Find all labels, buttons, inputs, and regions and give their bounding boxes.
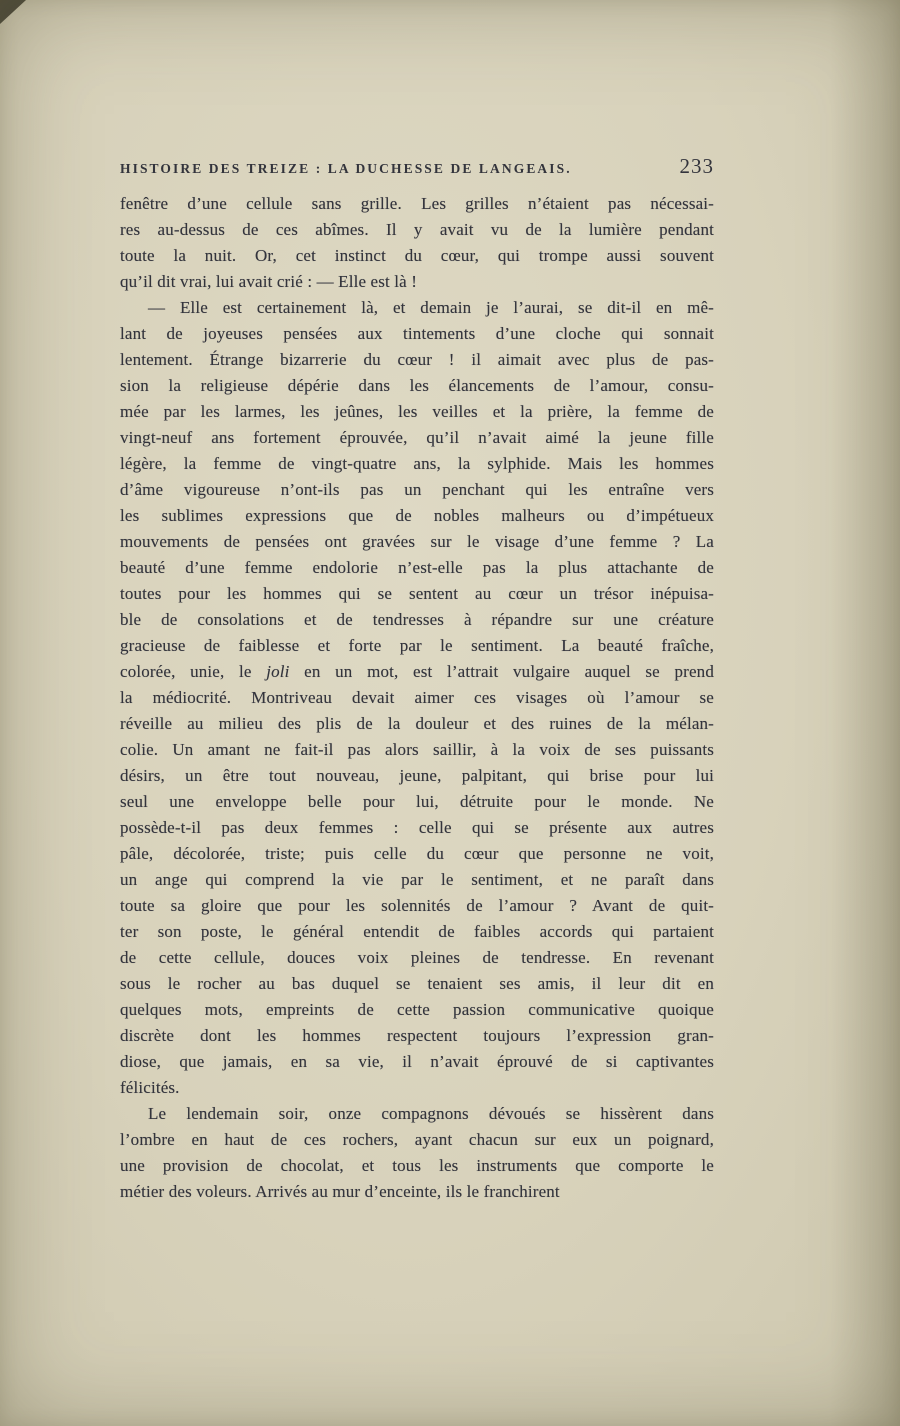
running-header (120, 154, 714, 179)
text-line: métier des voleurs. Arrivés au mur d’enceinte, ils le franchirent (120, 1182, 560, 1201)
text-line: lant de joyeuses pensées aux tintements d’une cloche qui sonnait (120, 324, 714, 343)
text-line: toute sa gloire que pour les solennités de l’amour ? Avant de quit- (120, 896, 714, 915)
text-line: l’ombre en haut de ces rochers, ayant chacun sur eux un poignard, (120, 1130, 714, 1149)
book-page (120, 154, 714, 1205)
text-line: — Elle est certainement là, et demain je l’aurai, se dit-il en mê- (148, 298, 714, 317)
text-line: discrète dont les hommes respectent toujours l’expression gran- (120, 1026, 714, 1045)
text-line: fenêtre d’une cellule sans grille. Les grilles n’étaient pas nécessai- (120, 194, 714, 213)
text-line: sion la religieuse dépérie dans les élancements de l’amour, consu- (120, 376, 714, 395)
paragraph (120, 1101, 714, 1205)
text-line: lentement. Étrange bizarrerie du cœur ! il aimait avec plus de pas- (120, 350, 714, 369)
text-line: la médiocrité. Montriveau devait aimer ces visages où l’amour se (120, 688, 714, 707)
text-line: res au-dessus de ces abîmes. Il y avait vu de la lumière pendant (120, 220, 714, 239)
text-line: pâle, décolorée, triste; puis celle du cœur que personne ne voit, (120, 844, 714, 863)
text-line: toutes pour les hommes qui se sentent au cœur un trésor inépuisa- (120, 584, 714, 603)
text-line: colorée, unie, le joli en un mot, est l’attrait vulgaire auquel se prend (120, 662, 714, 681)
text-line: félicités. (120, 1078, 180, 1097)
text-line: colie. Un amant ne fait-il pas alors saillir, à la voix de ses puissants (120, 740, 714, 759)
text-line: un ange qui comprend la vie par le sentiment, et ne paraît dans (120, 870, 714, 889)
text-line: qu’il dit vrai, lui avait crié : — Elle est là ! (120, 272, 418, 291)
scan-corner-artifact (0, 0, 26, 24)
text-line: mouvements de pensées ont gravées sur le visage d’une femme ? La (120, 532, 714, 551)
text-line: beauté d’une femme endolorie n’est-elle pas la plus attachante de (120, 558, 714, 577)
text-line: de cette cellule, douces voix pleines de tendresse. En revenant (120, 948, 714, 967)
paragraph (120, 295, 714, 1101)
text-line: sous le rocher au bas duquel se tenaient ses amis, il leur dit en (120, 974, 714, 993)
text-line: réveille au milieu des plis de la douleur et des ruines de la mélan- (120, 714, 714, 733)
running-header-title: HISTOIRE DES TREIZE : LA DUCHESSE DE LANGEAIS. (120, 161, 572, 176)
text-line: toute la nuit. Or, cet instinct du cœur, qui trompe aussi souvent (120, 246, 714, 265)
text-line: seul une enveloppe belle pour lui, détruite pour le monde. Ne (120, 792, 714, 811)
text-line: d’âme vigoureuse n’ont-ils pas un penchant qui les entraîne vers (120, 480, 714, 499)
text-line: diose, que jamais, en sa vie, il n’avait éprouvé de si captivantes (120, 1052, 714, 1071)
text-line: gracieuse de faiblesse et forte par le sentiment. La beauté fraîche, (120, 636, 714, 655)
text-line: vingt-neuf ans fortement éprouvée, qu’il n’avait aimé la jeune fille (120, 428, 714, 447)
text-line: les sublimes expressions que de nobles malheurs ou d’impétueux (120, 506, 714, 525)
paragraph (120, 191, 714, 295)
text-line: mée par les larmes, les jeûnes, les veilles et la prière, la femme de (120, 402, 714, 421)
text-line: légère, la femme de vingt-quatre ans, la sylphide. Mais les hommes (120, 454, 714, 473)
text-line: possède-t-il pas deux femmes : celle qui se présente aux autres (120, 818, 714, 837)
text-line: ble de consolations et de tendresses à répandre sur une créature (120, 610, 714, 629)
text-line: une provision de chocolat, et tous les instruments que comporte le (120, 1156, 714, 1175)
body-text (120, 191, 714, 1205)
page-number: 233 (679, 154, 714, 178)
text-line: ter son poste, le général entendit de faibles accords qui partaient (120, 922, 714, 941)
text-line: quelques mots, empreints de cette passion communicative quoique (120, 1000, 714, 1019)
text-line: Le lendemain soir, onze compagnons dévoués se hissèrent dans (148, 1104, 714, 1123)
text-line: désirs, un être tout nouveau, jeune, palpitant, qui brise pour lui (120, 766, 714, 785)
